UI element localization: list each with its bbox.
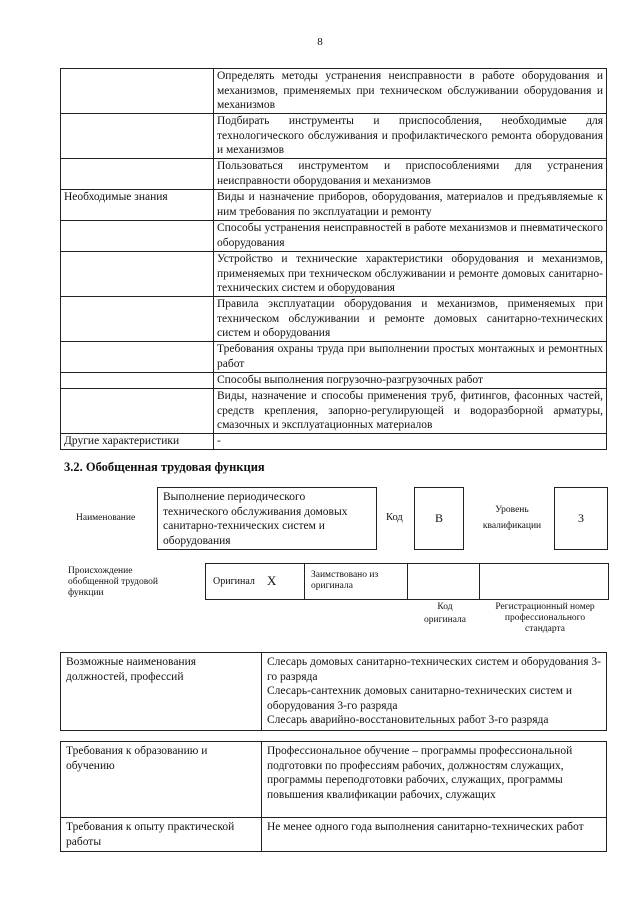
name-label: Наименование (76, 513, 136, 523)
knowledge-row: Правила эксплуатации оборудования и механизмов, применяемых при техническом обслуживании и ремонте домовых санитарно-технических систем и оборудования (214, 297, 607, 342)
reg-caption-line1: Регистрационный номер (495, 602, 595, 612)
code-value: В (434, 511, 443, 525)
origin-box (205, 563, 609, 600)
level-value: 3 (578, 511, 584, 525)
original-label: Оригинал (213, 576, 255, 587)
page-number: 8 (317, 36, 323, 48)
empty-label-cell (61, 389, 214, 434)
empty-label-cell (61, 373, 214, 389)
function-name-box (157, 487, 377, 550)
position-item: Слесарь домовых санитарно-технических систем и оборудования 3-го разряда (267, 656, 601, 683)
empty-label-cell (61, 342, 214, 373)
position-item: Слесарь-сантехник домовых санитарно-технических систем и оборудования 3-го разряда (267, 685, 573, 712)
knowledge-row: Способы выполнения погрузочно-разгрузочных работ (214, 373, 607, 389)
code-caption-line2: оригинала (424, 615, 466, 625)
knowledge-skills-table (60, 68, 607, 450)
position-item: Слесарь аварийно-восстановительных работ 3-го разряда (267, 714, 549, 726)
experience-value: Не менее одного года выполнения санитарно-технических работ (262, 818, 607, 852)
origin-label-line1: Происхождение (68, 566, 133, 576)
requirements-table (60, 741, 607, 852)
reg-caption-line2: профессионального (504, 613, 586, 623)
skill-row: Пользоваться инструментом и приспособлениями для устранения неисправности оборудования и механизмов (214, 159, 607, 190)
borrowed-label (311, 570, 378, 592)
section-title: 3.2. Обобщенная трудовая функция (64, 460, 265, 474)
function-name-value: Выполнение периодического технического обслуживания домовых санитарно-технических систем и оборудования (163, 491, 348, 547)
empty-label-cell (61, 114, 214, 159)
empty-label-cell (61, 221, 214, 252)
positions-table (60, 652, 607, 731)
empty-label-cell (61, 297, 214, 342)
education-value: Профессиональное обучение – программы профессиональной подготовки по профессиям рабочих, должностям служащих, программы переподготовки рабочих, служащих, программы повышения квалификации рабочих, служащих (262, 742, 607, 818)
level-label-line2: квалификации (482, 521, 542, 531)
skill-row: Определять методы устранения неисправности в работе оборудования и механизмов, применяемых при техническом обслуживании оборудования и механизмов (214, 69, 607, 114)
other-value: - (214, 434, 607, 450)
other-label: Другие характеристики (61, 434, 214, 450)
empty-label-cell (61, 159, 214, 190)
knowledge-row: Виды, назначение и способы применения труб, фитингов, фасонных частей, средств крепления, запорно-регулирующей и водоразборной арматуры, смазочных и эксплуатационных материалов (214, 389, 607, 434)
origin-label-line3: функции (68, 588, 104, 598)
level-label-line1: Уровень (495, 505, 529, 515)
code-label: Код (386, 512, 403, 523)
knowledge-row: Требования охраны труда при выполнении простых монтажных и ремонтных работ (214, 342, 607, 373)
knowledge-row: Способы устранения неисправностей в работе механизмов и пневматического оборудования (214, 221, 607, 252)
education-label: Требования к образованию и обучению (61, 742, 262, 818)
reg-number-caption (484, 602, 606, 635)
code-box (414, 487, 464, 550)
knowledge-row: Устройство и технические характеристики оборудования и механизмов, применяемых при техническом обслуживании и ремонте домовых санитарно-технических систем и оборудования (214, 252, 607, 297)
borrowed-line2: оригинала (311, 581, 353, 591)
positions-list (262, 653, 607, 731)
empty-label-cell (61, 252, 214, 297)
knowledge-row: Виды и назначение приборов, оборудования, материалов и предъявляемые к ним требования по эксплуатации и ремонту (214, 190, 607, 221)
empty-label-cell (61, 69, 214, 114)
skill-row: Подбирать инструменты и приспособления, необходимые для технологического обслуживания и профилактического ремонта оборудования и механизмов (214, 114, 607, 159)
knowledge-label: Необходимые знания (61, 190, 214, 221)
level-box (554, 487, 608, 550)
original-mark: X (267, 573, 277, 588)
reg-caption-line3: стандарта (525, 624, 565, 634)
origin-label (68, 566, 158, 599)
code-caption-line1: Код (437, 602, 453, 612)
code-original-caption (412, 602, 478, 626)
level-label (474, 505, 550, 532)
borrowed-line1: Заимствовано из (311, 570, 379, 580)
origin-label-line2: обобщенной трудовой (68, 577, 158, 587)
positions-label: Возможные наименования должностей, профессий (61, 653, 262, 731)
experience-label: Требования к опыту практической работы (61, 818, 262, 852)
